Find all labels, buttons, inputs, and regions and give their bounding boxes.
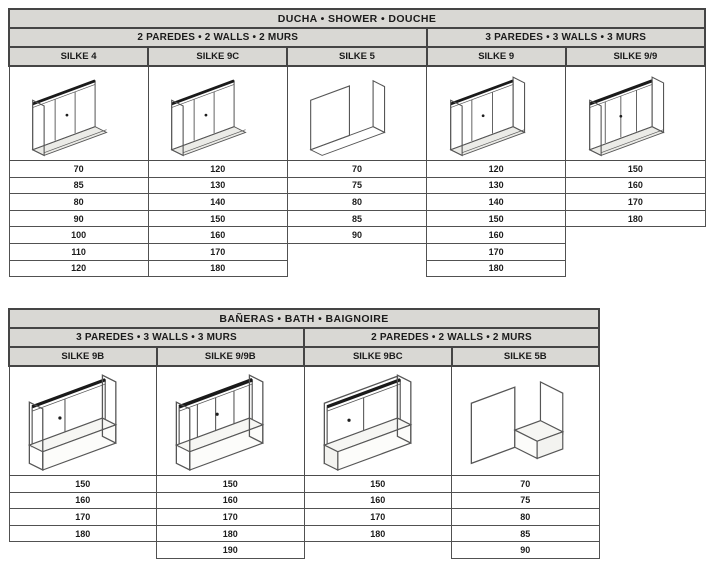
empty-cell [566,227,705,244]
size-cell: 120 [427,161,566,178]
size-cell: 190 [157,542,305,559]
size-cell: 90 [452,542,600,559]
size-cell: 90 [9,210,148,227]
model-header: SILKE 9BC [304,347,452,366]
empty-cell [287,260,426,277]
model-header: SILKE 5B [452,347,600,366]
product-drawing-cell [304,366,452,476]
size-cell: 160 [157,492,305,509]
product-drawing-cell [452,366,600,476]
shower-3wall-double-sliding-door-drawing [575,70,696,158]
empty-cell [287,243,426,260]
empty-cell [566,243,705,260]
product-drawing-cell [287,66,426,161]
bath-corner-fixed-screen-drawing [454,370,596,473]
model-header: SILKE 4 [9,47,148,66]
size-cell: 160 [148,227,287,244]
table-title: DUCHA • SHOWER • DOUCHE [9,9,705,28]
model-header: SILKE 9 [427,47,566,66]
size-cell: 130 [148,177,287,194]
shower-corner-fixed-panel-drawing [296,70,417,158]
product-drawing-cell [427,66,566,161]
empty-cell [9,542,157,559]
size-cell: 150 [9,476,157,493]
size-cell: 170 [427,243,566,260]
size-cell: 160 [427,227,566,244]
section-header: 2 PAREDES • 2 WALLS • 2 MURS [9,28,427,47]
size-cell: 170 [304,509,452,526]
bath-size-table [8,308,600,559]
shower-2wall-sliding-door-drawing [18,70,139,158]
size-cell: 140 [148,194,287,211]
table-title: BAÑERAS • BATH • BAIGNOIRE [9,309,599,328]
model-header: SILKE 9/9B [157,347,305,366]
size-cell: 130 [427,177,566,194]
size-cell: 180 [157,525,305,542]
size-cell: 150 [566,161,705,178]
bath-3wall-sliding-screen-drawing [12,370,154,473]
product-drawing-cell [157,366,305,476]
size-cell: 170 [566,194,705,211]
product-drawing-cell [9,66,148,161]
size-cell: 85 [9,177,148,194]
size-cell: 180 [304,525,452,542]
size-cell: 180 [9,525,157,542]
size-cell: 100 [9,227,148,244]
section-header: 2 PAREDES • 2 WALLS • 2 MURS [304,328,599,347]
empty-cell [304,542,452,559]
model-header: SILKE 5 [287,47,426,66]
empty-cell [566,260,705,277]
bath-3wall-double-sliding-screen-drawing [159,370,301,473]
size-cell: 140 [427,194,566,211]
size-cell: 180 [427,260,566,277]
shower-size-table [8,8,706,277]
size-cell: 70 [9,161,148,178]
size-cell: 70 [287,161,426,178]
size-cell: 120 [9,260,148,277]
size-cell: 150 [157,476,305,493]
size-cell: 75 [287,177,426,194]
model-header: SILKE 9B [9,347,157,366]
section-header: 3 PAREDES • 3 WALLS • 3 MURS [9,328,304,347]
size-cell: 170 [157,509,305,526]
size-cell: 80 [9,194,148,211]
size-cell: 110 [9,243,148,260]
size-cell: 160 [304,492,452,509]
bath-2wall-sliding-screen-drawing [307,370,449,473]
size-cell: 150 [427,210,566,227]
size-cell: 80 [452,509,600,526]
shower-2wall-sliding-door-drawing [157,70,278,158]
size-cell: 170 [9,509,157,526]
shower-3wall-sliding-door-drawing [436,70,557,158]
product-drawing-cell [148,66,287,161]
size-cell: 120 [148,161,287,178]
model-header: SILKE 9/9 [566,47,705,66]
size-cell: 75 [452,492,600,509]
size-cell: 80 [287,194,426,211]
size-cell: 90 [287,227,426,244]
size-cell: 70 [452,476,600,493]
product-drawing-cell [566,66,705,161]
product-drawing-cell [9,366,157,476]
size-cell: 180 [148,260,287,277]
size-cell: 85 [287,210,426,227]
size-cell: 180 [566,210,705,227]
size-cell: 85 [452,525,600,542]
size-cell: 150 [148,210,287,227]
size-cell: 170 [148,243,287,260]
size-cell: 160 [9,492,157,509]
model-header: SILKE 9C [148,47,287,66]
size-cell: 150 [304,476,452,493]
section-header: 3 PAREDES • 3 WALLS • 3 MURS [427,28,705,47]
size-cell: 160 [566,177,705,194]
